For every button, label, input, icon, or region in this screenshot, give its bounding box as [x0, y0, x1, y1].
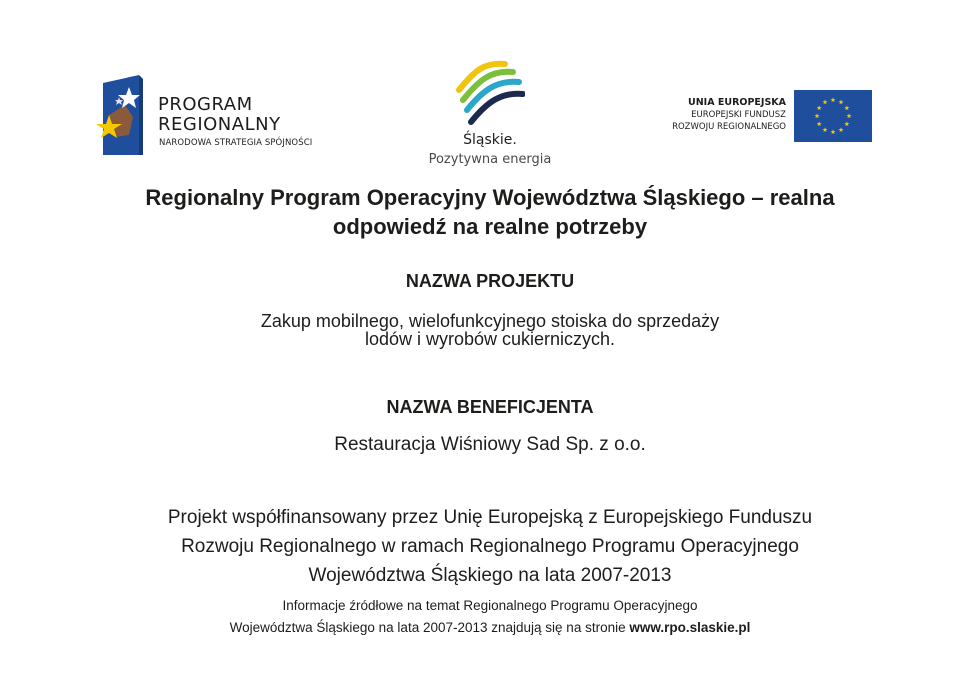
slaskie-name: Śląskie. — [463, 132, 517, 148]
project-name-line1: Zakup mobilnego, wielofunkcyjnego stoiska do sprzedaży — [260, 311, 720, 331]
source-info-line1: Informacje źródłowe na temat Regionalnego Programu Operacyjnego — [282, 598, 698, 613]
project-heading: NAZWA PROJEKTU — [405, 271, 575, 291]
eu-line2: EUROPEJSKI FUNDUSZ — [691, 110, 786, 120]
project-name — [40, 312, 940, 348]
beneficiary-name: Restauracja Wiśniowy Sad Sp. z o.o. — [334, 434, 646, 455]
eu-flag-icon — [794, 90, 872, 142]
main-title — [40, 183, 940, 241]
slaskie-waves-icon — [455, 60, 525, 128]
cofinancing-statement — [40, 503, 940, 590]
source-info — [40, 595, 940, 639]
eu-text — [672, 96, 786, 133]
eu-logo — [640, 90, 880, 145]
program-regionalny-subtitle: NARODOWA STRATEGIA SPÓJNOŚCI — [159, 138, 313, 148]
program-regionalny-line1: PROGRAM — [158, 94, 253, 115]
main-title-line1: Regionalny Program Operacyjny Województwa Śląskiego – realna — [145, 185, 835, 210]
program-regionalny-line2: REGIONALNY — [158, 114, 281, 135]
program-regionalny-logo — [95, 75, 355, 160]
cofinancing-line3: Województwa Śląskiego na lata 2007-2013 — [308, 565, 672, 586]
project-name-line2: lodów i wyrobów cukierniczych. — [364, 329, 616, 349]
slaskie-tagline: Pozytywna energia — [428, 152, 552, 167]
rpo-website-link[interactable]: www.rpo.slaskie.pl — [629, 620, 751, 635]
source-info-line2-text: Województwa Śląskiego na lata 2007-2013 znajdują się na stronie — [229, 620, 630, 635]
source-info-line2 — [40, 617, 940, 639]
cofinancing-line2: Rozwoju Regionalnego w ramach Regionalnego Programu Operacyjnego — [181, 536, 799, 557]
cofinancing-line1: Projekt współfinansowany przez Unię Europejską z Europejskiego Funduszu — [167, 507, 813, 528]
main-title-line2: odpowiedź na realne potrzeby — [332, 214, 648, 239]
program-regionalny-emblem-icon — [95, 75, 155, 157]
slaskie-logo — [410, 60, 570, 175]
beneficiary-heading: NAZWA BENEFICJENTA — [386, 397, 594, 417]
eu-line1: UNIA EUROPEJSKA — [688, 97, 786, 108]
eu-line3: ROZWOJU REGIONALNEGO — [672, 122, 786, 132]
logo-bar — [0, 60, 980, 175]
